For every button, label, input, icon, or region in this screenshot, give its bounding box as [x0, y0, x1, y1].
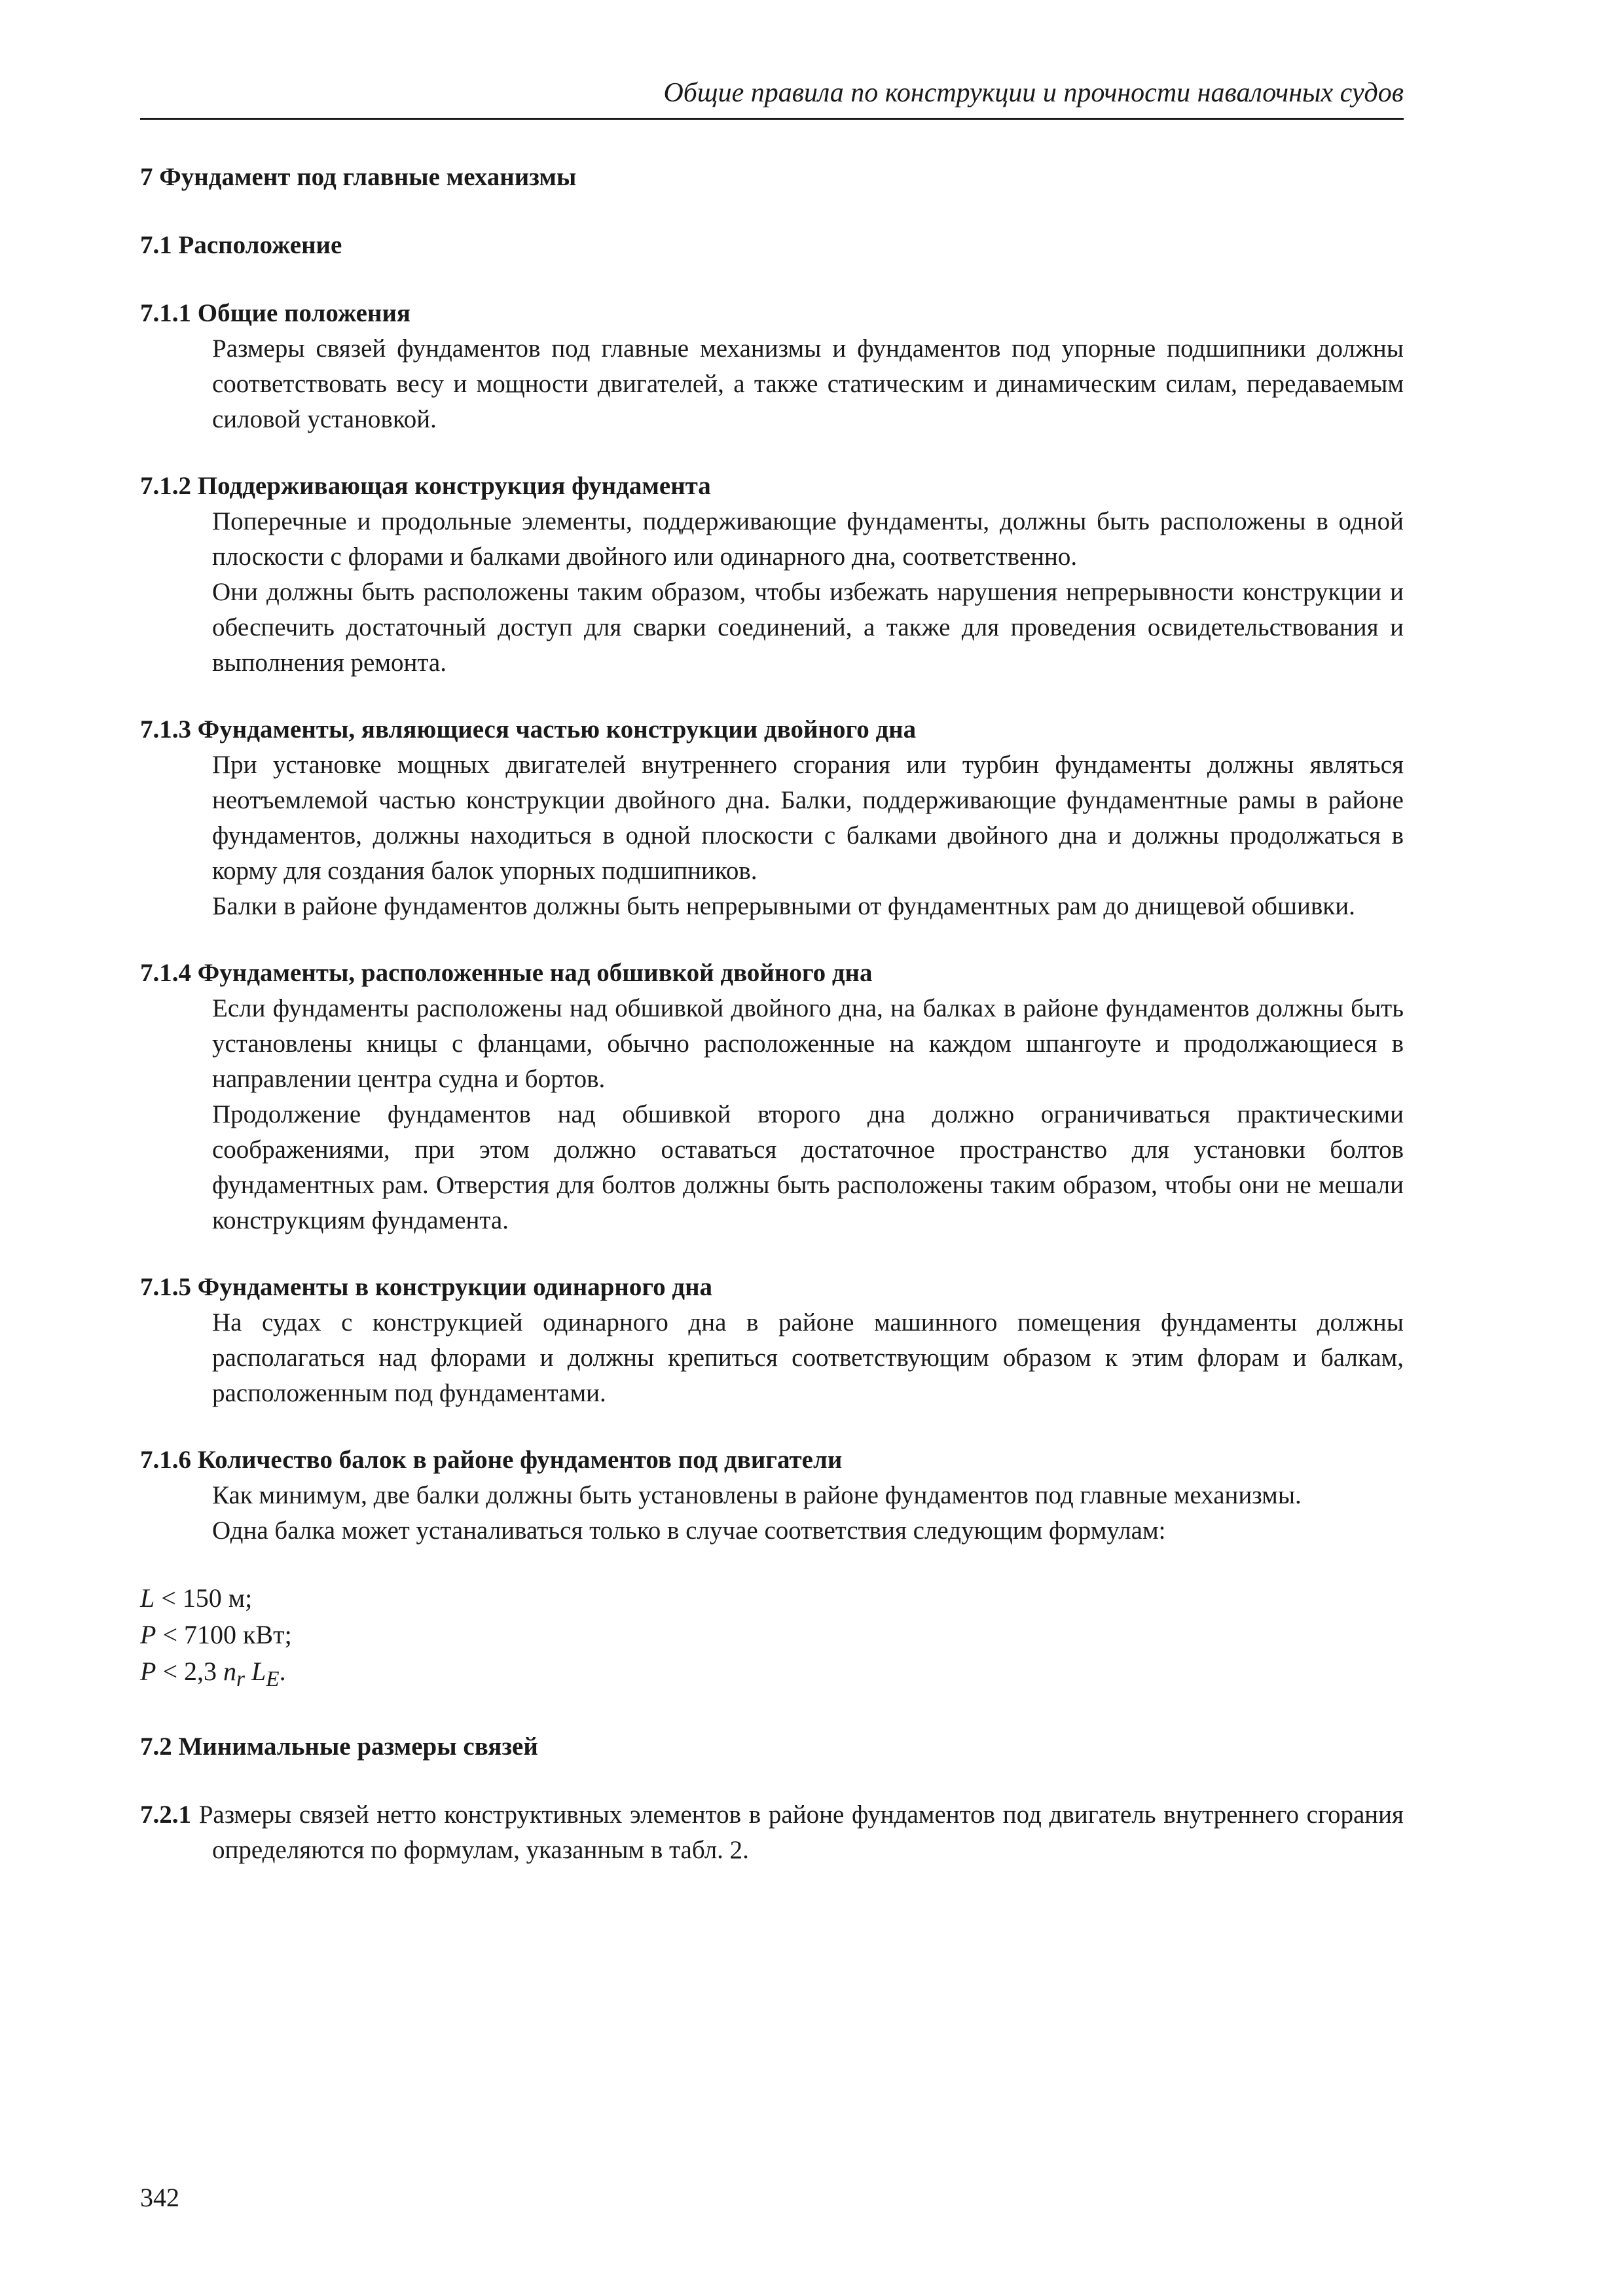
section-7-1-5-paragraph-1: На судах с конструкцией одинарного дна в районе машинного помещения фундаменты должны располагаться над флорами и должны крепиться соответствующим образом к этим флорам и балкам, расположенным под фундаментами. — [212, 1308, 1404, 1407]
formula-text: < 2,3 — [156, 1657, 223, 1686]
section-7-1-3-paragraph-1: При установке мощных двигателей внутреннего сгорания или турбин фундаменты должны являться неотъемлемой частью конструкции двойного дна. Балки, поддерживающие фундаментные рамы в районе фундаментов, должны находиться в одной плоскости с балками двойного дна и должны продолжаться в корму для создания балок упорных подшипников. — [212, 751, 1404, 885]
formula-text: < 7100 кВт; — [156, 1620, 292, 1649]
formula-variable: L — [140, 1583, 155, 1613]
section-7-1-title: 7.1 Расположение — [140, 231, 342, 259]
section-7-1-4-paragraph-2: Продолжение фундаментов над обшивкой второго дна должно ограничиваться практическими соображениями, при этом должно оставаться достаточное пространство для установки болтов фундаментных рам. Отверстия для болтов должны быть расположены таким образом, чтобы они не мешали конструкциям фундамента. — [212, 1100, 1404, 1234]
section-7-1-2-paragraph-1: Поперечные и продольные элементы, поддерживающие фундаменты, должны быть расположены в одной плоскости с флорами и балками двойного или одинарного дна, соответственно. — [212, 507, 1404, 571]
formula-power-limit — [140, 1617, 1404, 1653]
header-rule — [140, 118, 1404, 120]
section-7-1-4 — [140, 956, 1404, 1238]
section-7-1-1 — [140, 296, 1404, 437]
running-header: Общие правила по конструкции и прочности навалочных судов — [663, 78, 1404, 108]
section-7-1-6-paragraph-1: Как минимум, две балки должны быть установлены в районе фундаментов под главные механизмы. — [212, 1481, 1302, 1509]
section-7-1-4-title: 7.1.4 Фундаменты, расположенные над обшивкой двойного дна — [140, 959, 873, 987]
clause-text: Размеры связей нетто конструктивных элементов в районе фундаментов под двигатель внутреннего сгорания определяются по формулам, указанным в табл. 2. — [191, 1801, 1404, 1864]
formula-power-ratio — [140, 1653, 1404, 1698]
formula-length-limit — [140, 1580, 1404, 1617]
section-7-1-2-title: 7.1.2 Поддерживающая конструкция фундамента — [140, 472, 711, 500]
section-7-1-3-paragraph-2: Балки в районе фундаментов должны быть непрерывными от фундаментных рам до днищевой обшивки. — [212, 892, 1355, 920]
formula-variable: P — [140, 1657, 156, 1686]
clause-7-2-1 — [140, 1797, 1404, 1868]
formula-variable: P — [140, 1620, 156, 1649]
formula-variable: n — [223, 1657, 236, 1686]
section-7-1-1-title: 7.1.1 Общие положения — [140, 299, 411, 327]
formula-text: < 150 м; — [155, 1583, 253, 1613]
section-7-1-6-title: 7.1.6 Количество балок в районе фундаментов под двигатели — [140, 1446, 843, 1474]
clause-number: 7.2.1 — [140, 1801, 191, 1829]
section-7-1-5 — [140, 1270, 1404, 1411]
section-7-1-4-paragraph-1: Если фундаменты расположены над обшивкой двойного дна, на балках в районе фундаментов должны быть установлены кницы с фланцами, обычно расположенные на каждом шпангоуте и продолжающиеся в направлении центра судна и бортов. — [212, 994, 1404, 1093]
formula-variable: L — [251, 1657, 266, 1686]
section-7-2-title: 7.2 Минимальные размеры связей — [140, 1732, 538, 1761]
page-content — [140, 160, 1404, 1868]
section-7-1-2-paragraph-2: Они должны быть расположены таким образом, чтобы избежать нарушения непрерывности конструкции и обеспечить достаточный доступ для сварки соединений, а также для проведения освидетельствования и выполнения ремонта. — [212, 578, 1404, 677]
formula-block — [140, 1580, 1404, 1698]
section-7-1-3-title: 7.1.3 Фундаменты, являющиеся частью конструкции двойного дна — [140, 715, 917, 744]
section-7-1-6 — [140, 1443, 1404, 1549]
section-7-1-6-paragraph-2: Одна балка может устаналиваться только в случае соответствия следующим формулам: — [212, 1516, 1166, 1545]
section-7-1-3 — [140, 712, 1404, 924]
formula-subscript: r — [236, 1667, 245, 1691]
page-number: 342 — [140, 2183, 179, 2212]
formula-subscript: E — [266, 1667, 280, 1691]
formula-text: . — [279, 1657, 286, 1686]
section-7-1-5-title: 7.1.5 Фундаменты в конструкции одинарного дна — [140, 1273, 713, 1301]
section-7-1-2 — [140, 469, 1404, 681]
section-7-1-1-paragraph-1: Размеры связей фундаментов под главные механизмы и фундаментов под упорные подшипники должны соответствовать весу и мощности двигателей, а также статическим и динамическим силам, передаваемым силовой установкой. — [212, 334, 1404, 433]
chapter-title: 7 Фундамент под главные механизмы — [140, 163, 577, 191]
